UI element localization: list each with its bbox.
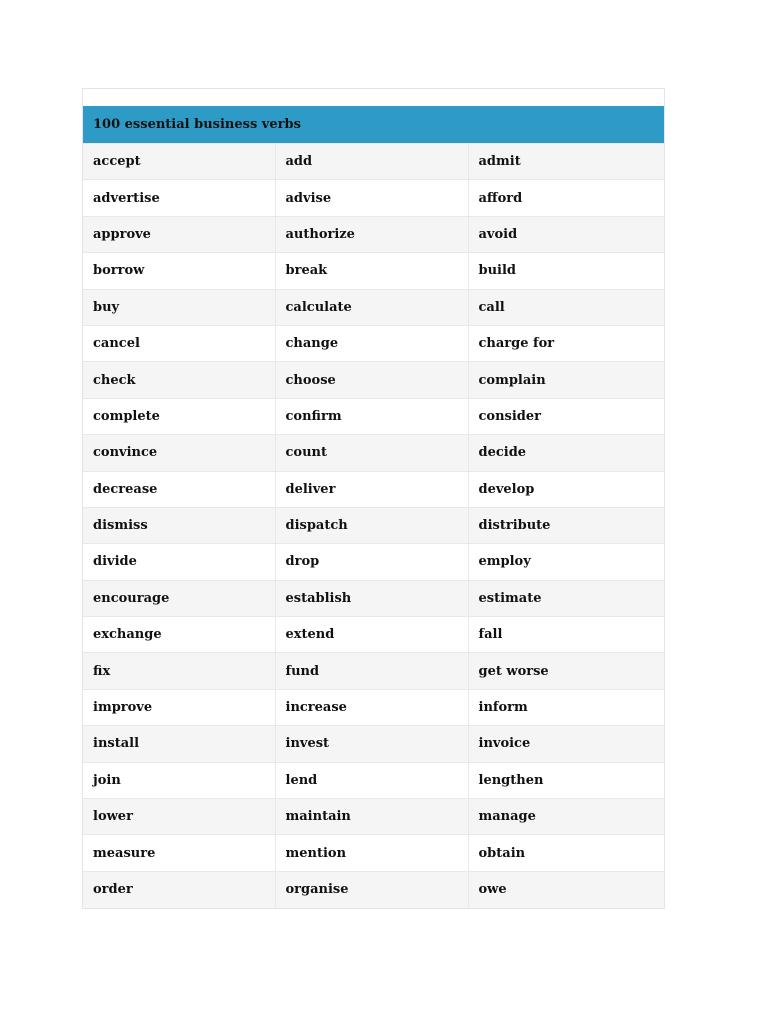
table-row	[83, 180, 664, 216]
verb-cell: convince	[83, 435, 275, 471]
table-row	[83, 471, 664, 507]
table-row	[83, 289, 664, 325]
verb-cell: call	[468, 289, 664, 325]
verb-cell: invest	[275, 726, 468, 762]
verb-cell: calculate	[275, 289, 468, 325]
verb-cell: invoice	[468, 726, 664, 762]
verb-cell: accept	[83, 144, 275, 180]
table-row	[83, 544, 664, 580]
verb-cell: fix	[83, 653, 275, 689]
verb-cell: dispatch	[275, 507, 468, 543]
verb-cell: complain	[468, 362, 664, 398]
verb-cell: complete	[83, 398, 275, 434]
verb-cell: extend	[275, 617, 468, 653]
verb-cell: approve	[83, 216, 275, 252]
verb-cell: avoid	[468, 216, 664, 252]
table-row	[83, 435, 664, 471]
verb-cell: decrease	[83, 471, 275, 507]
verb-cell: install	[83, 726, 275, 762]
verb-cell: dismiss	[83, 507, 275, 543]
table-row	[83, 580, 664, 616]
verb-cell: divide	[83, 544, 275, 580]
verb-cell: change	[275, 325, 468, 361]
verbs-grid-body	[83, 144, 664, 908]
table-row	[83, 362, 664, 398]
verb-cell: drop	[275, 544, 468, 580]
table-row	[83, 799, 664, 835]
table-row	[83, 689, 664, 725]
verb-cell: deliver	[275, 471, 468, 507]
table-row	[83, 253, 664, 289]
verb-cell: get worse	[468, 653, 664, 689]
verb-cell: confirm	[275, 398, 468, 434]
table-row	[83, 762, 664, 798]
verb-cell: lower	[83, 799, 275, 835]
verb-cell: inform	[468, 689, 664, 725]
verb-cell: charge for	[468, 325, 664, 361]
verb-cell: employ	[468, 544, 664, 580]
table-row	[83, 726, 664, 762]
verb-cell: estimate	[468, 580, 664, 616]
verb-cell: add	[275, 144, 468, 180]
verb-cell: build	[468, 253, 664, 289]
table-row	[83, 216, 664, 252]
verb-cell: authorize	[275, 216, 468, 252]
verb-cell: lengthen	[468, 762, 664, 798]
verb-cell: count	[275, 435, 468, 471]
table-row	[83, 507, 664, 543]
verb-cell: cancel	[83, 325, 275, 361]
verb-cell: check	[83, 362, 275, 398]
verb-cell: borrow	[83, 253, 275, 289]
verb-cell: organise	[275, 871, 468, 907]
verb-cell: advertise	[83, 180, 275, 216]
verb-cell: lend	[275, 762, 468, 798]
verb-cell: join	[83, 762, 275, 798]
verb-cell: fall	[468, 617, 664, 653]
table-row	[83, 325, 664, 361]
verb-cell: establish	[275, 580, 468, 616]
verb-cell: obtain	[468, 835, 664, 871]
verb-cell: choose	[275, 362, 468, 398]
verb-cell: decide	[468, 435, 664, 471]
verb-cell: measure	[83, 835, 275, 871]
table-row	[83, 398, 664, 434]
verb-cell: encourage	[83, 580, 275, 616]
verb-cell: increase	[275, 689, 468, 725]
verb-cell: consider	[468, 398, 664, 434]
table-row	[83, 653, 664, 689]
verb-cell: owe	[468, 871, 664, 907]
verb-cell: fund	[275, 653, 468, 689]
table-row	[83, 835, 664, 871]
verb-cell: manage	[468, 799, 664, 835]
verb-cell: mention	[275, 835, 468, 871]
verbs-grid	[83, 143, 664, 908]
verb-cell: improve	[83, 689, 275, 725]
table-row	[83, 617, 664, 653]
verb-cell: advise	[275, 180, 468, 216]
verb-cell: admit	[468, 144, 664, 180]
verb-cell: order	[83, 871, 275, 907]
verbs-table	[82, 88, 665, 909]
verb-cell: break	[275, 253, 468, 289]
table-top-spacer	[83, 89, 664, 106]
table-title: 100 essential business verbs	[83, 106, 664, 143]
verb-cell: buy	[83, 289, 275, 325]
verb-cell: exchange	[83, 617, 275, 653]
table-row	[83, 871, 664, 907]
verb-cell: afford	[468, 180, 664, 216]
verb-cell: maintain	[275, 799, 468, 835]
verb-cell: distribute	[468, 507, 664, 543]
verb-cell: develop	[468, 471, 664, 507]
table-row	[83, 144, 664, 180]
